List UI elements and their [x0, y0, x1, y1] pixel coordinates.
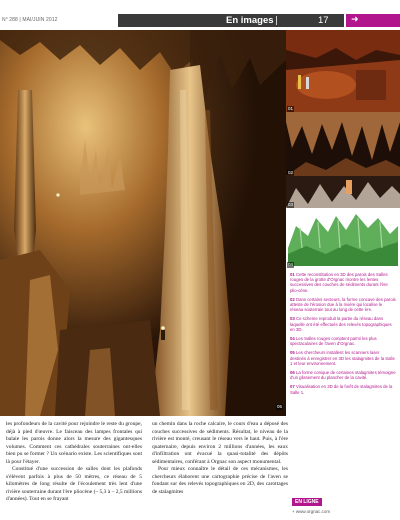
caption [290, 297, 396, 313]
cave-illustration [0, 30, 286, 416]
caption-text: La forme conique de certaines stalagmites témoigne d'un glissement du plancher de la cavité. [290, 370, 396, 381]
caption-text: Les chercheurs installent les scanners laser destinés à enregistrer en 3D les stalagmites de la Salle 1 et leur environnement. [290, 350, 395, 366]
caption-text: Visualisation en 3D de la forêt de stalagmites de la Salle 1. [290, 384, 393, 395]
caption [290, 370, 396, 380]
photo-salles-rouges [286, 30, 400, 112]
caption-number: 01 [290, 272, 295, 277]
photo-stalactites [286, 112, 400, 176]
body-paragraph: Pour mieux connaître le détail de ces mécanismes, les chercheurs élaborent une cartographie précise de l'aven se fondant sur des relevés topographiques en 2D, des carottages de stalagmites [152, 466, 288, 495]
next-page-tab[interactable] [346, 14, 400, 27]
body-paragraph: un chemin dans la roche calcaire, le cours d'eau a déposé des couches successives de sédiments. Résultat, le niveau de la rivière est monté, creusant le réseau vers le haut. Puis, à l'ère quaternaire, depuis environ 2 millions d'années, les eaux d'infiltration ont évacué la quasi-totalité des dépôts sédimentaires, conférant à Orgnac son aspect monumental. [152, 421, 288, 465]
caption-number: 07 [290, 384, 295, 390]
photo-label: 04 [288, 262, 294, 267]
caption-number: 05 [290, 350, 295, 356]
caption [290, 350, 396, 366]
photo-3d-model-illustration [286, 208, 400, 268]
caption-text: Dans certains secteurs, la forme concave des parois atteste de l'érosion due à la rivière qui localise le réseau souterrain tout au long de cette ère. [290, 296, 396, 313]
caption-number: 03 [290, 316, 295, 322]
header-separator [276, 16, 277, 25]
main-cave-photo [0, 30, 286, 416]
page-header [0, 0, 400, 30]
body-column-2 [152, 421, 288, 496]
online-link[interactable]: + www.orgnac.com [292, 509, 331, 514]
photo-scan [286, 176, 400, 208]
caption [290, 316, 396, 332]
caption-text: Les Salles rouges comptent parmi les plus spectaculaires de l'aven d'Orgnac. [290, 336, 377, 347]
issue-label: N° 288 | MAI/JUIN 2012 [2, 17, 58, 23]
page-number: 17 [318, 15, 329, 26]
photo-label: 02 [288, 170, 294, 175]
caption-text: Ce scheme reproduit la partie du réseau dans laquelle ont été effectués des relevés topographiques en 3D. [290, 316, 392, 332]
body-paragraph: Constitué d'une succession de salles dont les plafonds s'élèvent parfois à plus de 50 mètres, ce réseau de 5 kilomètres de long résulte de l'écoulement très lent d'une rivière souterraine durant l'ère pliocène (– 5,3 à – 2,5 millions d'années). Tout en se frayant [6, 466, 143, 502]
caption [290, 336, 396, 346]
photo-stalactites-illustration [286, 112, 400, 176]
caption-number: 04 [290, 336, 295, 342]
photo-3d-model [286, 208, 400, 268]
photo-label: 05 [277, 404, 283, 409]
photo-scan-illustration [286, 176, 400, 208]
caption-text: Cette reconstitution en 3D des parois des Salles rouges de la grotte d'Orgnac montre les lentes successives des couches de sédiments durant l'ère plio-cène. [290, 272, 388, 293]
photo-salles-rouges-illustration [286, 30, 400, 112]
photo-label: 03 [288, 202, 294, 207]
caption [290, 384, 396, 394]
body-paragraph: les profondeurs de la cavité pour rejoindre le reste du groupe, déjà à pied d'œuvre. Le faisceau des lampes frontales qui balaie les parois donne alors la mesure des gigantesques volumes. Comment ces cathédrales souterraines ont-elles bien pu se former ? Un scénario existe. Les scientifiques sont là pour l'étayer. [6, 421, 142, 465]
caption-number: 06 [290, 370, 295, 376]
body-column-1 [6, 421, 142, 504]
caption-number: 02 [290, 296, 295, 302]
online-box [292, 490, 330, 514]
online-label: EN LIGNE [292, 498, 322, 506]
photo-label: 01 [288, 106, 294, 111]
captions-list [290, 272, 396, 399]
arrow-right-icon: ➜ [351, 15, 359, 25]
caption [290, 272, 396, 293]
section-title: En images [226, 15, 274, 26]
